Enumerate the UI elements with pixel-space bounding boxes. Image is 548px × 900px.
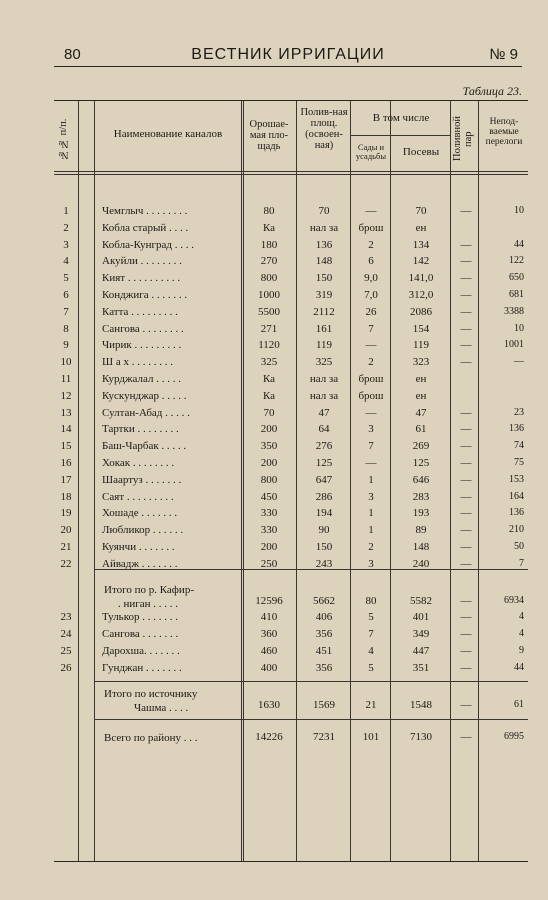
- header-watered: Полив-ная площ. (освоен-ная): [300, 107, 348, 151]
- gardens-area: 7: [368, 322, 374, 335]
- irrigated-area: 360: [260, 628, 278, 640]
- watered-area: 119: [315, 339, 333, 352]
- irrigated-area: 460: [260, 645, 278, 657]
- canal-name: Айвадж . . . . . . .: [102, 557, 178, 570]
- gardens-area: 6: [368, 255, 374, 268]
- irrigated-area: 80: [263, 205, 275, 217]
- subtotal-kafirnigan-fallow: —: [460, 595, 472, 607]
- row-number: 25: [60, 645, 72, 657]
- gardens-area: 3: [368, 423, 374, 436]
- watered-area: 150: [315, 541, 333, 553]
- crops-area: 312,0: [408, 289, 434, 301]
- col-divider: [296, 101, 297, 861]
- unwatered-area: 50: [514, 541, 524, 552]
- watered-area: 647: [315, 473, 333, 486]
- gardens-area: 1: [368, 507, 374, 520]
- irrigated-area: 450: [260, 490, 278, 503]
- col-divider: [390, 101, 391, 861]
- fallow-area: —: [460, 611, 472, 623]
- unwatered-area: 136: [509, 423, 524, 435]
- unwatered-area: 10: [514, 322, 524, 334]
- subheader-rule: [350, 135, 450, 136]
- gardens-area: —: [365, 406, 377, 419]
- crops-area: 323: [412, 356, 430, 369]
- crops-area: ен: [415, 373, 427, 385]
- row-number: 21: [60, 541, 72, 553]
- canal-name: Конджига . . . . . . .: [102, 289, 188, 301]
- canal-name: Кобла-Кунград . . . .: [102, 238, 195, 251]
- canal-name: Курджалал . . . . .: [102, 373, 181, 385]
- canal-name: Хошаде . . . . . . .: [102, 507, 178, 520]
- irrigated-area: 5500: [258, 305, 280, 318]
- subtotal-kafirnigan-label-1: Итого по р. Кафир-: [104, 584, 194, 596]
- gardens-area: 2: [368, 238, 374, 251]
- fallow-area: —: [460, 473, 472, 486]
- irrigated-area: 180: [260, 238, 278, 251]
- row-number: 20: [60, 524, 72, 537]
- gardens-area: 9,0: [364, 272, 378, 285]
- fallow-area: —: [460, 272, 472, 285]
- header-crops: Посевы: [402, 146, 440, 158]
- canal-name: Куянчи . . . . . . .: [102, 541, 175, 553]
- canal-name: Любликор . . . . . .: [102, 524, 184, 537]
- irrigated-area: 70: [263, 406, 275, 419]
- watered-area: 161: [315, 322, 333, 335]
- subtotal-chashma-crops: 1548: [410, 699, 432, 711]
- canal-name: Сангова . . . . . . . .: [102, 322, 184, 335]
- gardens-area: 1: [368, 473, 374, 486]
- canal-name: Сангова . . . . . . .: [102, 628, 179, 640]
- subtotal-chashma-label-2: Чашма . . . .: [134, 702, 189, 714]
- unwatered-area: 44: [514, 238, 524, 250]
- gardens-area: 7,0: [364, 289, 378, 301]
- fallow-area: —: [460, 423, 472, 436]
- crops-area: ен: [415, 221, 427, 234]
- unwatered-area: 44: [514, 662, 524, 673]
- gardens-area: брош: [358, 373, 384, 385]
- watered-area: 2112: [313, 305, 335, 318]
- gardens-area: 7: [368, 440, 374, 453]
- crops-area: 119: [412, 339, 430, 352]
- row-rule: [94, 681, 528, 682]
- row-number: 6: [63, 289, 69, 301]
- gardens-area: 4: [368, 645, 374, 657]
- row-number: 11: [60, 373, 72, 385]
- crops-area: 89: [415, 524, 427, 537]
- subtotal-chashma-fallow: —: [460, 699, 472, 711]
- unwatered-area: 75: [514, 457, 524, 468]
- page-number: 80: [64, 46, 81, 63]
- row-number: 5: [63, 272, 69, 285]
- journal-title: ВЕСТНИК ИРРИГАЦИИ: [191, 46, 385, 63]
- watered-area: 64: [318, 423, 330, 436]
- fallow-area: —: [460, 238, 472, 251]
- total-fallow: —: [460, 731, 472, 743]
- canal-name: Акуйли . . . . . . . .: [102, 255, 182, 268]
- subtotal-kafirnigan-label-2: . ниган . . . . .: [118, 598, 179, 610]
- subtotal-kafirnigan-crops: 5582: [410, 595, 432, 607]
- total-gardens: 101: [362, 731, 380, 743]
- unwatered-area: 4: [519, 611, 524, 622]
- row-number: 22: [60, 557, 72, 570]
- unwatered-area: 3388: [504, 305, 524, 317]
- subtotal-chashma-gardens: 21: [365, 699, 377, 711]
- irrigated-area: 271: [260, 322, 278, 335]
- unwatered-area: 23: [514, 406, 524, 418]
- gardens-area: 5: [368, 611, 374, 623]
- crops-area: 125: [412, 457, 430, 469]
- header-bottom-rule: [54, 171, 528, 172]
- canal-name: Хокак . . . . . . . .: [102, 457, 175, 469]
- total-unwatered: 6995: [504, 731, 524, 742]
- subtotal-chashma-watered: 1569: [313, 699, 335, 711]
- subtotal-kafirnigan-irrigated: 12596: [255, 595, 283, 607]
- crops-area: 401: [412, 611, 430, 623]
- canal-name: Кускунджар . . . . .: [102, 389, 187, 402]
- col-divider: [450, 101, 451, 861]
- row-number: 7: [63, 305, 69, 318]
- crops-area: 142: [412, 255, 430, 268]
- gardens-area: 26: [365, 305, 377, 318]
- table-caption: Таблица 23.: [462, 84, 522, 98]
- fallow-area: —: [460, 645, 472, 657]
- unwatered-area: [480, 388, 524, 404]
- canal-name: Саят . . . . . . . . .: [102, 490, 174, 503]
- gardens-area: 2: [368, 356, 374, 369]
- unwatered-area: 122: [509, 255, 524, 267]
- row-number: 2: [63, 221, 69, 234]
- gardens-area: —: [365, 205, 377, 217]
- fallow-area: —: [460, 289, 472, 301]
- watered-area: нал за: [309, 373, 339, 385]
- canal-name: Кият . . . . . . . . . .: [102, 272, 181, 285]
- header-unwatered: Непод-ваемые перелоги: [485, 117, 523, 147]
- unwatered-area: 153: [509, 473, 524, 485]
- fallow-area: —: [460, 457, 472, 469]
- watered-area: 136: [315, 238, 333, 251]
- subtotal-chashma-label-1: Итого по источнику: [104, 688, 198, 700]
- watered-area: 276: [315, 440, 333, 453]
- fallow-area: —: [460, 339, 472, 352]
- crops-area: 349: [412, 628, 430, 640]
- canal-name: Тулькор . . . . . . .: [102, 611, 178, 623]
- canal-name: Чемглыч . . . . . . . .: [102, 205, 188, 217]
- fallow-area: —: [460, 205, 472, 217]
- irrigated-area: 410: [260, 611, 278, 623]
- gardens-area: 7: [368, 628, 374, 640]
- irrigated-area: 200: [260, 457, 278, 469]
- row-number: 24: [60, 628, 72, 640]
- fallow-area: —: [460, 524, 472, 537]
- header-name: Наименование каналов: [113, 128, 223, 140]
- irrigated-area: 200: [260, 423, 278, 436]
- row-number: 16: [60, 457, 72, 469]
- fallow-area: —: [460, 406, 472, 419]
- crops-area: 154: [412, 322, 430, 335]
- fallow-area: —: [460, 662, 472, 674]
- row-number: 4: [63, 255, 69, 268]
- canal-table: [54, 100, 528, 862]
- header-irrigated: Орошае-мая пло-щадь: [249, 119, 289, 152]
- subtotal-chashma-irrigated: 1630: [258, 699, 280, 711]
- crops-area: 141,0: [408, 272, 434, 285]
- row-number: 9: [63, 339, 69, 352]
- row-number: 3: [63, 238, 69, 251]
- fallow-area: —: [460, 305, 472, 318]
- gardens-area: брош: [358, 221, 384, 234]
- crops-area: 148: [412, 541, 430, 553]
- row-number: 18: [60, 490, 72, 503]
- irrigated-area: 800: [260, 473, 278, 486]
- unwatered-area: 10: [514, 205, 524, 216]
- crops-area: 240: [412, 557, 430, 570]
- irrigated-area: 1120: [258, 339, 280, 352]
- fallow-area: —: [460, 356, 472, 369]
- col-divider: [94, 101, 95, 861]
- row-number: 10: [60, 356, 72, 369]
- gardens-area: брош: [358, 389, 384, 402]
- col-divider: [350, 101, 351, 861]
- watered-area: 70: [318, 205, 330, 217]
- watered-area: 319: [315, 289, 333, 301]
- gardens-area: 2: [368, 541, 374, 553]
- crops-area: 269: [412, 440, 430, 453]
- canal-name: Кобла старый . . . .: [102, 221, 189, 234]
- total-watered: 7231: [313, 731, 335, 743]
- irrigated-area: 270: [260, 255, 278, 268]
- crops-area: 61: [415, 423, 427, 436]
- irrigated-area: 400: [260, 662, 278, 674]
- unwatered-area: 4: [519, 628, 524, 639]
- canal-name: Чирик . . . . . . . . .: [102, 339, 182, 352]
- header-bottom-rule: [54, 174, 528, 175]
- row-number: 12: [60, 389, 72, 402]
- header-gardens: Сады и усадьбы: [355, 142, 387, 161]
- watered-area: 451: [315, 645, 333, 657]
- fallow-area: —: [460, 628, 472, 640]
- irrigated-area: Ка: [262, 373, 276, 385]
- unwatered-area: 9: [519, 645, 524, 656]
- watered-area: 356: [315, 628, 333, 640]
- fallow-area: —: [460, 541, 472, 553]
- unwatered-area: [480, 220, 524, 236]
- col-divider: [78, 101, 79, 861]
- page-header: [54, 44, 522, 66]
- watered-area: 150: [315, 272, 333, 285]
- crops-area: 70: [415, 205, 427, 217]
- fallow-area: —: [460, 440, 472, 453]
- fallow-area: [452, 371, 480, 387]
- subtotal-kafirnigan-unwatered: 6934: [504, 595, 524, 606]
- row-number: 15: [60, 440, 72, 453]
- gardens-area: 5: [368, 662, 374, 674]
- crops-area: 283: [412, 490, 430, 503]
- unwatered-area: 1001: [504, 339, 524, 351]
- gardens-area: —: [365, 339, 377, 352]
- irrigated-area: 350: [260, 440, 278, 453]
- crops-area: 134: [412, 238, 430, 251]
- irrigated-area: Ка: [262, 221, 276, 234]
- row-rule: [94, 719, 528, 720]
- watered-area: 148: [315, 255, 333, 268]
- irrigated-area: Ка: [262, 389, 276, 402]
- total-crops: 7130: [410, 731, 432, 743]
- unwatered-area: —: [514, 356, 524, 368]
- row-number: 26: [60, 662, 72, 674]
- fallow-area: [452, 220, 480, 236]
- header-rule: [54, 66, 522, 67]
- unwatered-area: 7: [519, 557, 524, 569]
- crops-area: 351: [412, 662, 430, 674]
- watered-area: нал за: [309, 221, 339, 234]
- header-num: №№ п/п.: [58, 118, 69, 160]
- subtotal-kafirnigan-watered: 5662: [313, 595, 335, 607]
- row-number: 14: [60, 423, 72, 436]
- unwatered-area: [480, 371, 524, 387]
- canal-name: Гунджан . . . . . . .: [102, 662, 182, 674]
- watered-area: 194: [315, 507, 333, 520]
- total-irrigated: 14226: [255, 731, 283, 743]
- row-number: 23: [60, 611, 72, 623]
- crops-area: ен: [415, 389, 427, 402]
- row-number: 17: [60, 473, 72, 486]
- watered-area: 125: [315, 457, 333, 469]
- irrigated-area: 200: [260, 541, 278, 553]
- irrigated-area: 250: [260, 557, 278, 570]
- fallow-area: —: [460, 322, 472, 335]
- canal-name: Тартки . . . . . . . .: [102, 423, 179, 436]
- watered-area: 356: [315, 662, 333, 674]
- header-incl: В том числе: [372, 112, 430, 124]
- subtotal-chashma-unwatered: 61: [514, 699, 524, 710]
- canal-name: Шаартуз . . . . . . .: [102, 473, 182, 486]
- fallow-area: —: [460, 490, 472, 503]
- fallow-area: —: [460, 557, 472, 570]
- unwatered-area: 136: [509, 507, 524, 519]
- crops-area: 646: [412, 473, 430, 486]
- watered-area: 406: [315, 611, 333, 623]
- crops-area: 193: [412, 507, 430, 520]
- canal-name: Дарохша. . . . . . .: [102, 645, 180, 657]
- row-number: 1: [63, 205, 69, 217]
- crops-area: 447: [412, 645, 430, 657]
- issue-number: № 9: [489, 46, 518, 63]
- watered-area: 243: [315, 557, 333, 570]
- fallow-area: —: [460, 507, 472, 520]
- crops-area: 2086: [410, 305, 432, 318]
- watered-area: 286: [315, 490, 333, 503]
- row-number: 13: [60, 406, 72, 419]
- canal-name: Баш-Чарбак . . . . .: [102, 440, 187, 453]
- fallow-area: [452, 388, 480, 404]
- total-label: Всего по району . . .: [104, 732, 198, 744]
- watered-area: 90: [318, 524, 330, 537]
- irrigated-area: 330: [260, 524, 278, 537]
- subtotal-kafirnigan-gardens: 80: [365, 595, 377, 607]
- irrigated-area: 325: [260, 356, 278, 369]
- header-fallow: Поливной пар: [452, 116, 474, 162]
- gardens-area: 3: [368, 490, 374, 503]
- irrigated-area: 800: [260, 272, 278, 285]
- gardens-area: —: [365, 457, 377, 469]
- fallow-area: —: [460, 255, 472, 268]
- unwatered-area: 681: [509, 289, 524, 300]
- watered-area: 47: [318, 406, 330, 419]
- irrigated-area: 330: [260, 507, 278, 520]
- canal-name: Катта . . . . . . . . .: [102, 305, 178, 318]
- row-number: 8: [63, 322, 69, 335]
- unwatered-area: 74: [514, 440, 524, 452]
- unwatered-area: 164: [509, 490, 524, 502]
- watered-area: 325: [315, 356, 333, 369]
- watered-area: нал за: [309, 389, 339, 402]
- row-rule: [94, 569, 528, 570]
- crops-area: 47: [415, 406, 427, 419]
- canal-name: Султан-Абад . . . . .: [102, 406, 190, 419]
- canal-name: Ш а х . . . . . . . .: [102, 356, 173, 369]
- unwatered-area: 210: [509, 524, 524, 536]
- unwatered-area: 650: [509, 272, 524, 284]
- irrigated-area: 1000: [258, 289, 280, 301]
- row-number: 19: [60, 507, 72, 520]
- gardens-area: 3: [368, 557, 374, 570]
- gardens-area: 1: [368, 524, 374, 537]
